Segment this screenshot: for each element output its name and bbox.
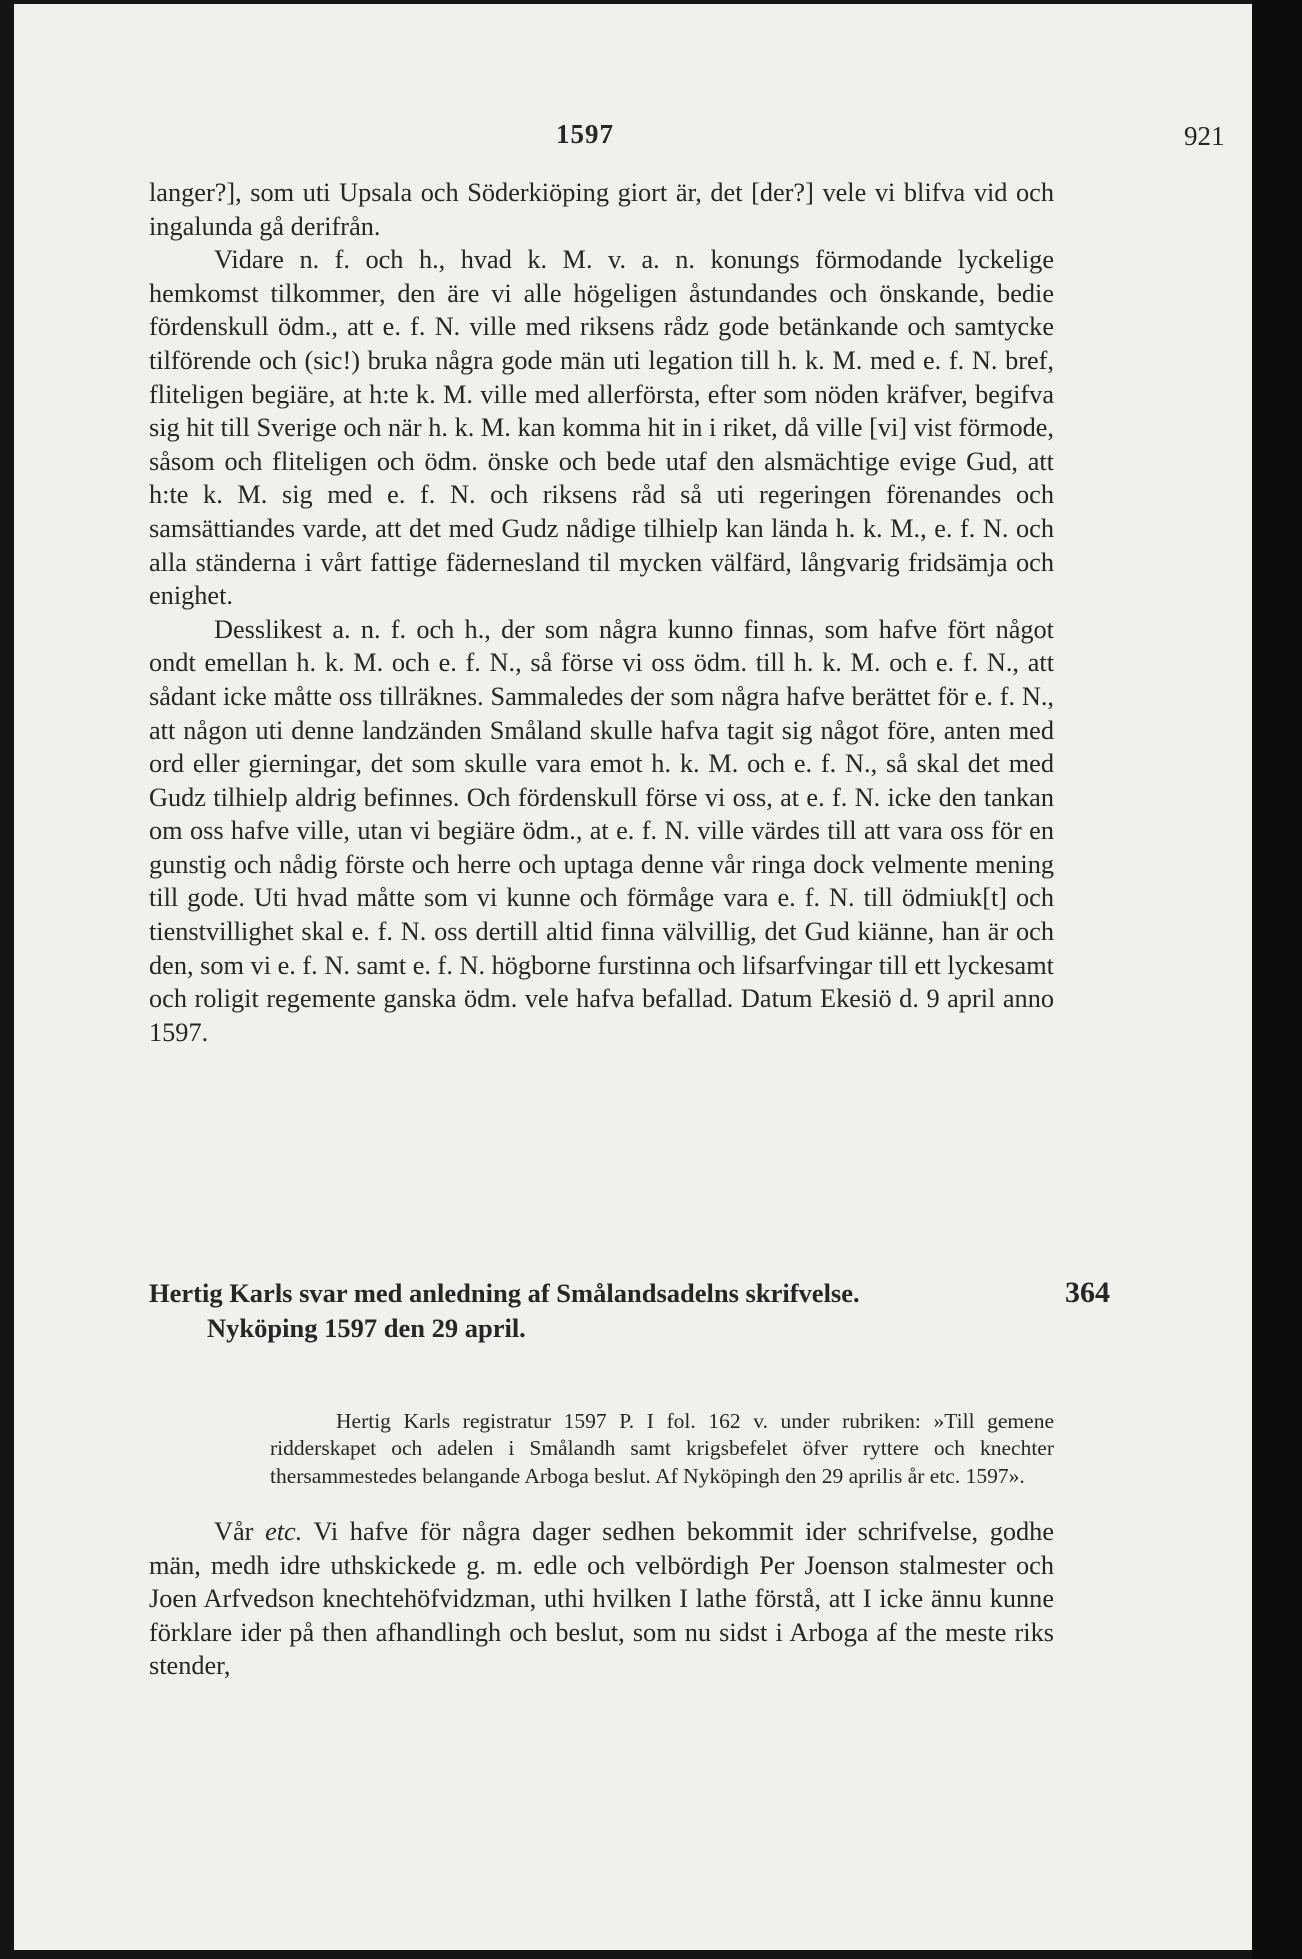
paragraph-4 xyxy=(149,1515,1054,1683)
section-heading-line2: Nyköping 1597 den 29 april. xyxy=(207,1313,526,1343)
section-heading-line1: Hertig Karls svar med anledning af Smålandsadelns skrifvelse. xyxy=(149,1278,860,1308)
source-note xyxy=(270,1408,1054,1490)
salutation: Vår xyxy=(214,1517,266,1546)
section-number: 364 xyxy=(1065,1276,1110,1309)
paragraph-4-text: Vi hafve för några dager sedhen bekommit ider schrifvelse, godhe män, medh idre uthskickede g. m. edle och velbördigh Per Joenson stalmester och Joen Arfvedson knechtehöfvidzman, uthi hvilken I lathe förstå, att I icke ännu kunne förklare ider på then afhandlingh och beslut, som nu sidst i Arboga af the meste riks stender, xyxy=(149,1517,1054,1681)
page-header xyxy=(14,119,1252,159)
letter-body-top xyxy=(149,176,1054,1049)
source-note-text: Hertig Karls registratur 1597 P. I fol. 162 v. under rubriken: »Till gemene ridderskapet och adelen i Smålandh samt krigsbefelet öfver ryttere och knechter thersammestedes belangande Arboga beslut. Af Nyköpingh den 29 aprilis år etc. 1597». xyxy=(270,1409,1054,1488)
document-page xyxy=(14,4,1252,1950)
section-heading xyxy=(149,1276,1054,1346)
paragraph-3: Desslikest a. n. f. och h., der som några kunno finnas, som hafve fört något ondt emellan h. k. M. och e. f. N., så förse vi oss ödm. till h. k. M. och e. f. N., att sådant icke måtte oss tillräknes. Sammaledes der som några hafve berättet för e. f. N., att någon uti denne landzänden Småland skulle hafva tagit sig något före, anten med ord eller gierningar, det som skulle vara emot h. k. M. och e. f. N., så skal det med Gudz tilhielp aldrig befinnes. Och fördenskull förse vi oss, at e. f. N. icke den tankan om oss hafve ville, utan vi begiäre ödm., at e. f. N. ville värdes till att vara oss för en gunstig och nådig förste och herre och uptaga denne vår ringa dock velmente mening till gode. Uti hvad måtte som vi kunne och förmåge vara e. f. N. till ödmiuk[t] och tienstvillighet skal e. f. N. oss dertill altid finna välvillig, det Gud kiänne, han är och den, som vi e. f. N. samt e. f. N. högborne furstinna och lifsarfvingar till ett lyckesamt och roligit regemente ganska ödm. vele hafva befallad. Datum Ekesiö d. 9 april anno 1597. xyxy=(149,614,1054,1047)
paragraph-1: langer?], som uti Upsala och Söderkiöping giort är, det [der?] vele vi blifva vid och ingalunda gå derifrån. xyxy=(149,178,1054,241)
paragraph-2: Vidare n. f. och h., hvad k. M. v. a. n. konungs förmodande lyckelige hemkomst tilkommer, den äre vi alle högeligen åstundandes och önskande, bedie fördenskull ödm., att e. f. N. ville med riksens rådz gode betänkande och samtycke tilförende och (sic!) bruka några gode män uti legation till h. k. M. med e. f. N. bref, fliteligen begiäre, at h:te k. M. ville med allerförsta, efter som nöden kräfver, begifva sig hit till Sverige och när h. k. M. kan komma hit in i riket, då ville [vi] vist förmode, såsom och fliteligen och ödm. önske och bede utaf den alsmächtige evige Gud, att h:te k. M. sig med e. f. N. och riksens råd så uti regeringen förenandes och samsättiandes varde, att det med Gudz nådige tilhielp kan lända h. k. M., e. f. N. och alla ständerna i vårt fattige fädernesland til mycken välfärd, långvarig fridsämja och enighet. xyxy=(149,245,1054,611)
salutation-etc: etc. xyxy=(265,1517,303,1546)
letter-body-bottom xyxy=(149,1515,1054,1683)
page-number: 921 xyxy=(1184,121,1225,151)
scan-edge xyxy=(1252,0,1302,1959)
header-year: 1597 xyxy=(556,119,614,149)
